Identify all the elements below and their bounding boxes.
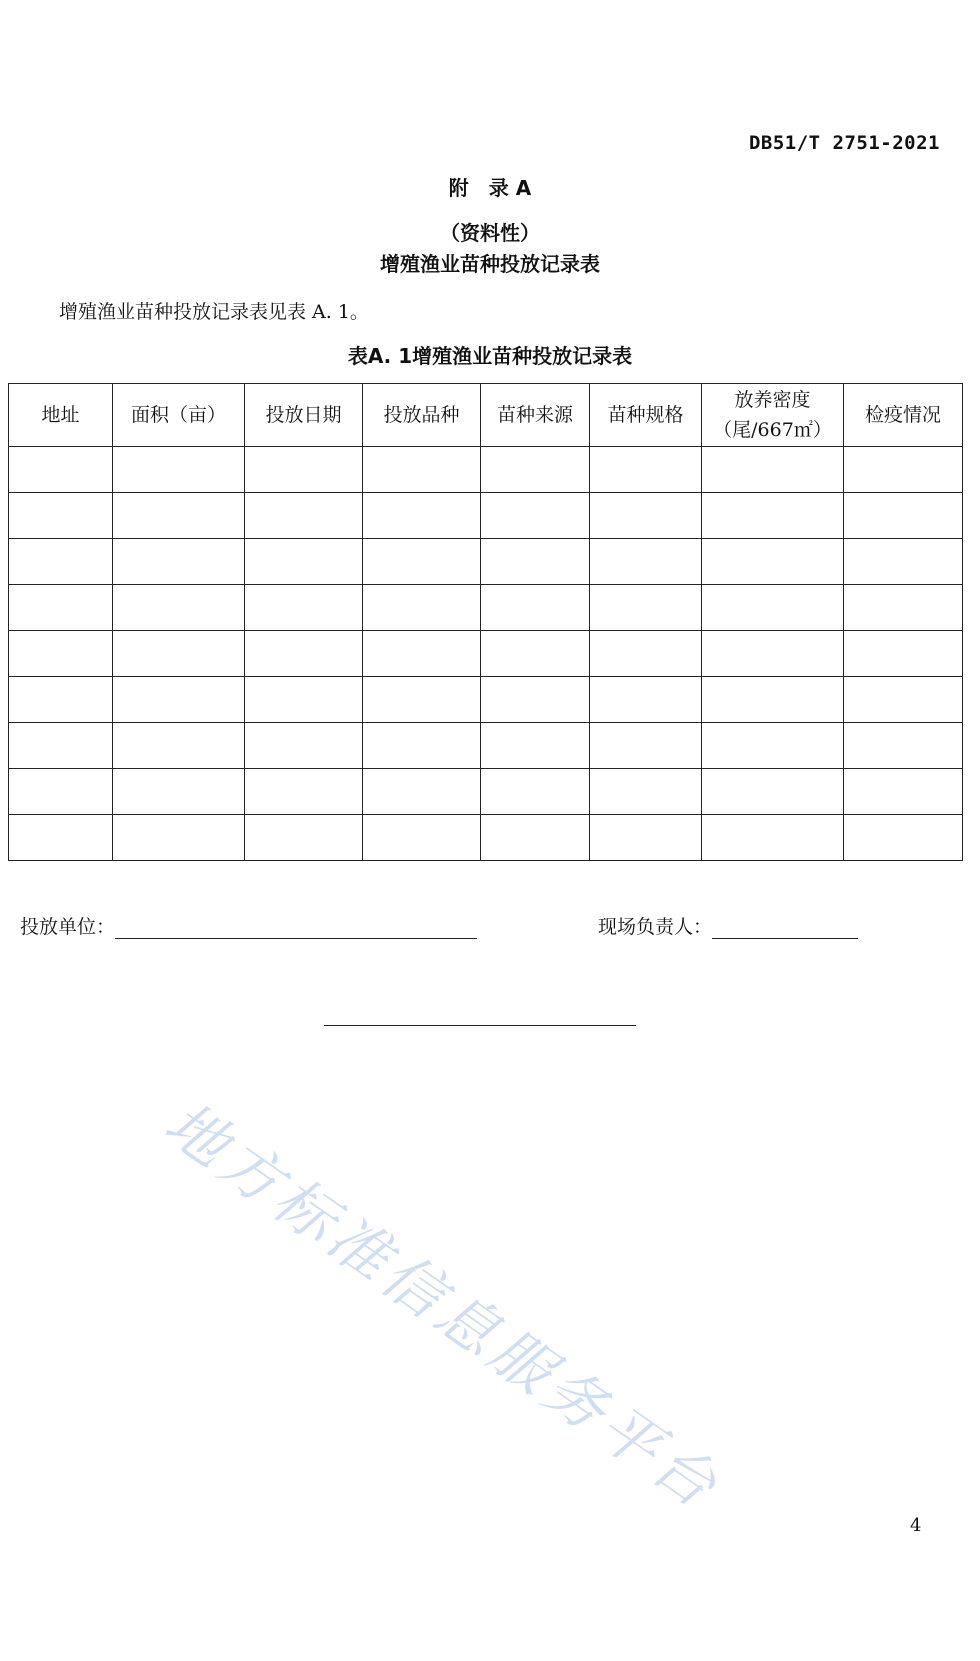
table-cell[interactable]: [590, 677, 702, 723]
table-cell[interactable]: [363, 815, 481, 861]
table-cell[interactable]: [844, 539, 963, 585]
table-cell[interactable]: [590, 815, 702, 861]
header-stocking-density-label: 放养密度: [734, 389, 811, 411]
table-cell[interactable]: [363, 631, 481, 677]
table-row: [9, 539, 963, 585]
table-cell[interactable]: [363, 723, 481, 769]
table-cell[interactable]: [113, 769, 245, 815]
table-cell[interactable]: [9, 493, 113, 539]
table-cell[interactable]: [590, 539, 702, 585]
table-cell[interactable]: [702, 677, 844, 723]
table-cell[interactable]: [481, 677, 590, 723]
table-cell[interactable]: [702, 815, 844, 861]
table-cell[interactable]: [363, 677, 481, 723]
table-caption: 表A. 1增殖渔业苗种投放记录表: [347, 344, 633, 368]
table-cell[interactable]: [363, 539, 481, 585]
table-cell[interactable]: [245, 769, 363, 815]
table-cell[interactable]: [702, 631, 844, 677]
table-cell[interactable]: [844, 815, 963, 861]
table-cell[interactable]: [113, 447, 245, 493]
table-cell[interactable]: [844, 769, 963, 815]
appendix-title: 附 录 A: [448, 176, 532, 200]
table-cell[interactable]: [9, 723, 113, 769]
page-number: 4: [910, 1515, 922, 1536]
table-cell[interactable]: [9, 585, 113, 631]
header-stocking-density-unit: （尾/667㎡）: [713, 419, 832, 441]
table-cell[interactable]: [363, 585, 481, 631]
table-cell[interactable]: [844, 447, 963, 493]
site-manager-field: [598, 912, 858, 939]
table-cell[interactable]: [590, 585, 702, 631]
header-seed-size: 苗种规格: [590, 384, 702, 447]
release-unit-field: [20, 912, 477, 939]
table-cell[interactable]: [702, 585, 844, 631]
table-cell[interactable]: [590, 723, 702, 769]
table-cell[interactable]: [844, 677, 963, 723]
table-cell[interactable]: [844, 493, 963, 539]
header-release-date: 投放日期: [245, 384, 363, 447]
header-quarantine: 检疫情况: [844, 384, 963, 447]
table-cell[interactable]: [702, 493, 844, 539]
table-cell[interactable]: [363, 447, 481, 493]
site-manager-label: 现场负责人：: [598, 916, 713, 938]
table-cell[interactable]: [245, 677, 363, 723]
table-cell[interactable]: [363, 493, 481, 539]
table-cell[interactable]: [245, 447, 363, 493]
table-cell[interactable]: [481, 769, 590, 815]
header-release-species: 投放品种: [363, 384, 481, 447]
end-of-document-line: [324, 1025, 636, 1026]
table-cell[interactable]: [481, 723, 590, 769]
table-cell[interactable]: [113, 585, 245, 631]
table-cell[interactable]: [590, 769, 702, 815]
table-cell[interactable]: [702, 447, 844, 493]
appendix-nature: （资料性）: [440, 221, 540, 245]
table-cell[interactable]: [9, 815, 113, 861]
table-cell[interactable]: [481, 447, 590, 493]
table-row: [9, 447, 963, 493]
table-cell[interactable]: [245, 815, 363, 861]
header-seed-source: 苗种来源: [481, 384, 590, 447]
table-cell[interactable]: [9, 769, 113, 815]
table-cell[interactable]: [363, 769, 481, 815]
release-unit-blank[interactable]: [115, 916, 477, 939]
table-cell[interactable]: [113, 631, 245, 677]
table-cell[interactable]: [113, 723, 245, 769]
table-cell[interactable]: [844, 631, 963, 677]
site-manager-blank[interactable]: [712, 916, 858, 939]
table-cell[interactable]: [702, 769, 844, 815]
table-cell[interactable]: [481, 493, 590, 539]
table-cell[interactable]: [113, 493, 245, 539]
table-header-row: [9, 384, 963, 447]
intro-paragraph: 增殖渔业苗种投放记录表见表 A. 1。: [59, 301, 369, 323]
table-cell[interactable]: [245, 631, 363, 677]
table-cell[interactable]: [590, 493, 702, 539]
table-row: [9, 677, 963, 723]
table-cell[interactable]: [481, 631, 590, 677]
table-cell[interactable]: [702, 539, 844, 585]
table-cell[interactable]: [245, 723, 363, 769]
table-row: [9, 631, 963, 677]
standard-code: DB51/T 2751-2021: [748, 132, 940, 154]
table-cell[interactable]: [9, 539, 113, 585]
table-cell[interactable]: [9, 631, 113, 677]
table-cell[interactable]: [245, 493, 363, 539]
watermark: 地方标准信息服务平台: [152, 1088, 733, 1525]
table-cell[interactable]: [113, 815, 245, 861]
header-area: 面积（亩）: [113, 384, 245, 447]
appendix-subject: 增殖渔业苗种投放记录表: [380, 252, 600, 276]
table-cell[interactable]: [245, 585, 363, 631]
table-row: [9, 493, 963, 539]
table-cell[interactable]: [702, 723, 844, 769]
record-table: [8, 383, 963, 861]
table-cell[interactable]: [9, 447, 113, 493]
table-cell[interactable]: [481, 539, 590, 585]
release-unit-label: 投放单位：: [20, 916, 116, 938]
table-row: [9, 815, 963, 861]
table-row: [9, 723, 963, 769]
table-cell[interactable]: [481, 815, 590, 861]
table-cell[interactable]: [844, 585, 963, 631]
header-address: 地址: [9, 384, 113, 447]
table-cell[interactable]: [245, 539, 363, 585]
table-cell[interactable]: [481, 585, 590, 631]
table-cell[interactable]: [113, 677, 245, 723]
table-cell[interactable]: [9, 677, 113, 723]
table-body: [9, 447, 963, 861]
table-cell[interactable]: [590, 447, 702, 493]
table-cell[interactable]: [590, 631, 702, 677]
table-row: [9, 769, 963, 815]
table-row: [9, 585, 963, 631]
table-cell[interactable]: [113, 539, 245, 585]
header-stocking-density: [702, 384, 844, 447]
table-cell[interactable]: [844, 723, 963, 769]
